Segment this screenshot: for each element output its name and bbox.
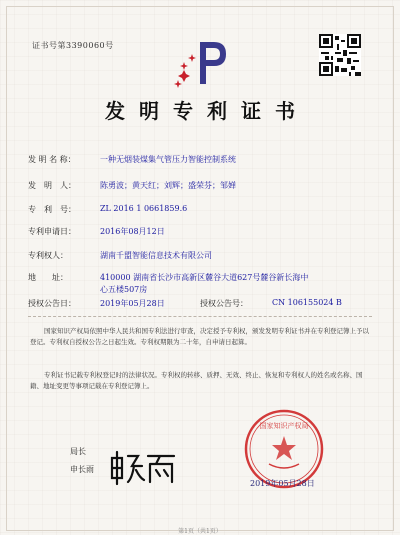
patent-number-value: ZL 2016 1 0661859.6: [100, 204, 188, 213]
address-row: [28, 272, 308, 283]
grant-date-row: [28, 298, 165, 309]
grant-number-row: [200, 298, 342, 309]
certificate-title: 发明专利证书: [105, 99, 309, 123]
patent-number-row: [28, 204, 187, 215]
patentee-row: [28, 250, 212, 261]
address-row-2: [100, 284, 147, 295]
invention-name-label: 发 明 名 称：: [28, 155, 76, 164]
grant-number-label: 授权公告号：: [200, 299, 248, 308]
divider-line: [28, 316, 372, 317]
inventors-row: [28, 180, 236, 191]
invention-name-value: 一种无烟装煤集气管压力智能控制系统: [100, 155, 236, 164]
patent-office-logo: [170, 36, 230, 88]
filing-date-label: 专利申请日：: [28, 227, 76, 236]
patent-number-label: 专 利 号：: [28, 205, 76, 214]
signature-name-label: 申长雨: [70, 465, 94, 474]
patentee-value: 湖南千盟智能信息技术有限公司: [100, 251, 212, 260]
handwritten-signature: [108, 448, 178, 488]
invention-name-row: [28, 154, 236, 165]
qr-code: [319, 34, 361, 76]
grant-date-label: 授权公告日：: [28, 299, 76, 308]
patentee-label: 专利权人：: [28, 251, 68, 260]
seal-text: 国家知识产权局: [259, 422, 309, 430]
inventors-label: 发 明 人：: [28, 181, 76, 190]
page-footer: 第1页（共1页）: [178, 528, 222, 535]
certificate-number: 证书号第3390060号: [32, 41, 114, 50]
grant-date-value: 2019年05月28日: [100, 299, 165, 308]
grant-number-value: CN 106155024 B: [272, 298, 342, 307]
signature-title-label: 局长: [70, 447, 86, 456]
inventors-value: 陈勇波；黄天红；刘辉；盛荣芬；邹婵: [100, 181, 236, 190]
filing-date-row: [28, 226, 165, 237]
filing-date-value: 2016年08月12日: [100, 227, 165, 236]
address-value-line1: 410000 湖南省长沙市高新区麓谷大道627号麓谷新长海中: [100, 273, 309, 282]
seal-date: 2019年05月28日: [250, 479, 315, 488]
notice-paragraph-2: 专利证书记载专利权登记时的法律状况。专利权的转移、质押、无效、终止、恢复和专利权人的姓名或名称、国籍、地址变更等事项记载在专利登记簿上。: [30, 371, 363, 390]
address-value-line2: 心五楼507房: [100, 285, 148, 294]
address-label: 地 址：: [28, 273, 68, 282]
notice-paragraph-1: 国家知识产权局依照中华人民共和国专利法进行审查，决定授予专利权，颁发发明专利证书并在专利登记簿上予以登记。专利权自授权公告之日起生效。专利权期限为二十年，自申请日起算。: [30, 327, 369, 346]
